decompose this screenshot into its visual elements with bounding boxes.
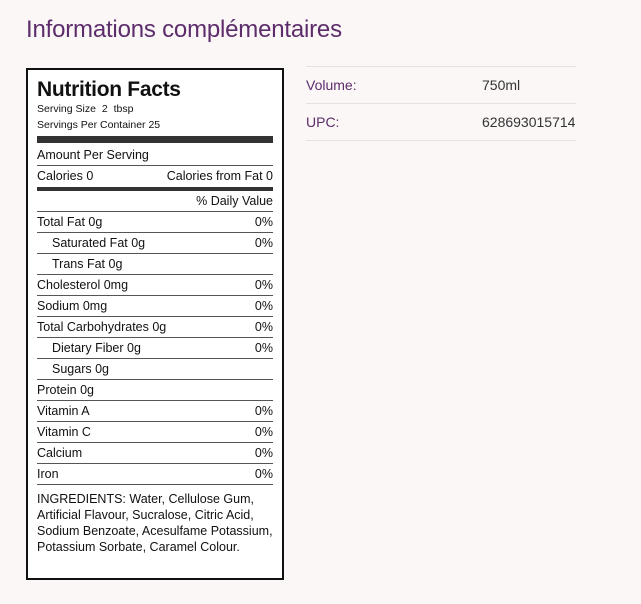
servings-per-container: Servings Per Container 25 <box>37 119 161 131</box>
calories-label: Calories 0 <box>37 169 94 183</box>
nutrient-value: 0% <box>254 278 273 292</box>
nutrient-row <box>37 317 273 338</box>
nutrient-value: 0% <box>254 320 273 334</box>
nutrient-label: Trans Fat 0g <box>52 257 123 271</box>
serving-size-label: Serving Size <box>37 103 96 115</box>
nutrient-label: Saturated Fat 0g <box>52 236 146 250</box>
nutrient-row <box>37 212 273 233</box>
nutrient-value: 0% <box>254 299 273 313</box>
nutrient-row <box>37 275 273 296</box>
nutrient-label: Calcium <box>37 446 83 460</box>
nutrient-row <box>37 422 273 443</box>
nutrition-facts-heading: Nutrition Facts <box>37 78 181 101</box>
nutrient-value: 0% <box>254 341 273 355</box>
volume-label: Volume: <box>306 77 357 93</box>
nutrient-row <box>37 401 273 422</box>
amount-per-serving <box>37 145 273 166</box>
serving-size <box>37 102 273 116</box>
section-title: Informations complémentaires <box>26 16 342 43</box>
calories-row <box>37 166 273 186</box>
nutrient-row <box>37 443 273 464</box>
nutrient-row <box>37 464 273 485</box>
daily-value-label: % Daily Value <box>196 194 273 208</box>
nutrient-value: 0% <box>254 425 273 439</box>
nutrient-label: Iron <box>37 467 59 481</box>
nutrient-value: 0% <box>254 467 273 481</box>
upc-label: UPC: <box>306 114 340 130</box>
ingredients-text: INGREDIENTS: Water, Cellulose Gum, Artificial Flavour, Sucralose, Citric Acid, Sodium Benzoate, Acesulfame Potassium, Potassium Sorbate, Caramel Colour. <box>37 492 273 554</box>
nutrient-label: Vitamin A <box>37 404 90 418</box>
nutrient-value: 0% <box>254 404 273 418</box>
nutrient-label: Sodium 0mg <box>37 299 108 313</box>
upc-value: 628693015714 <box>482 114 576 130</box>
daily-value-header <box>37 191 273 212</box>
nutrient-row <box>37 359 273 380</box>
volume-value: 750ml <box>482 77 521 93</box>
divider-thick <box>37 136 273 143</box>
serving-size-value: 2 <box>101 103 108 115</box>
nutrition-facts-panel <box>26 68 284 580</box>
nutrient-row <box>37 380 273 401</box>
nutrient-row <box>37 233 273 254</box>
nutrient-label: Sugars 0g <box>52 362 109 376</box>
nutrient-label: Vitamin C <box>37 425 91 439</box>
serving-size-unit: tbsp <box>113 103 134 115</box>
calories-from-fat-label: Calories from Fat 0 <box>166 169 273 183</box>
info-row-upc <box>306 104 576 141</box>
nutrient-row <box>37 296 273 317</box>
product-info-table <box>306 66 576 141</box>
info-row-volume <box>306 66 576 104</box>
nutrient-label: Cholesterol 0mg <box>37 278 129 292</box>
nutrient-label: Protein 0g <box>37 383 94 397</box>
nutrient-label: Total Fat 0g <box>37 215 103 229</box>
nutrient-label: Dietary Fiber 0g <box>52 341 141 355</box>
amount-per-serving-label: Amount Per Serving <box>37 148 149 162</box>
nutrient-value: 0% <box>254 215 273 229</box>
nutrient-row <box>37 254 273 275</box>
nutrient-row <box>37 338 273 359</box>
nutrient-value: 0% <box>254 236 273 250</box>
nutrient-value: 0% <box>254 446 273 460</box>
nutrient-label: Total Carbohydrates 0g <box>37 320 167 334</box>
